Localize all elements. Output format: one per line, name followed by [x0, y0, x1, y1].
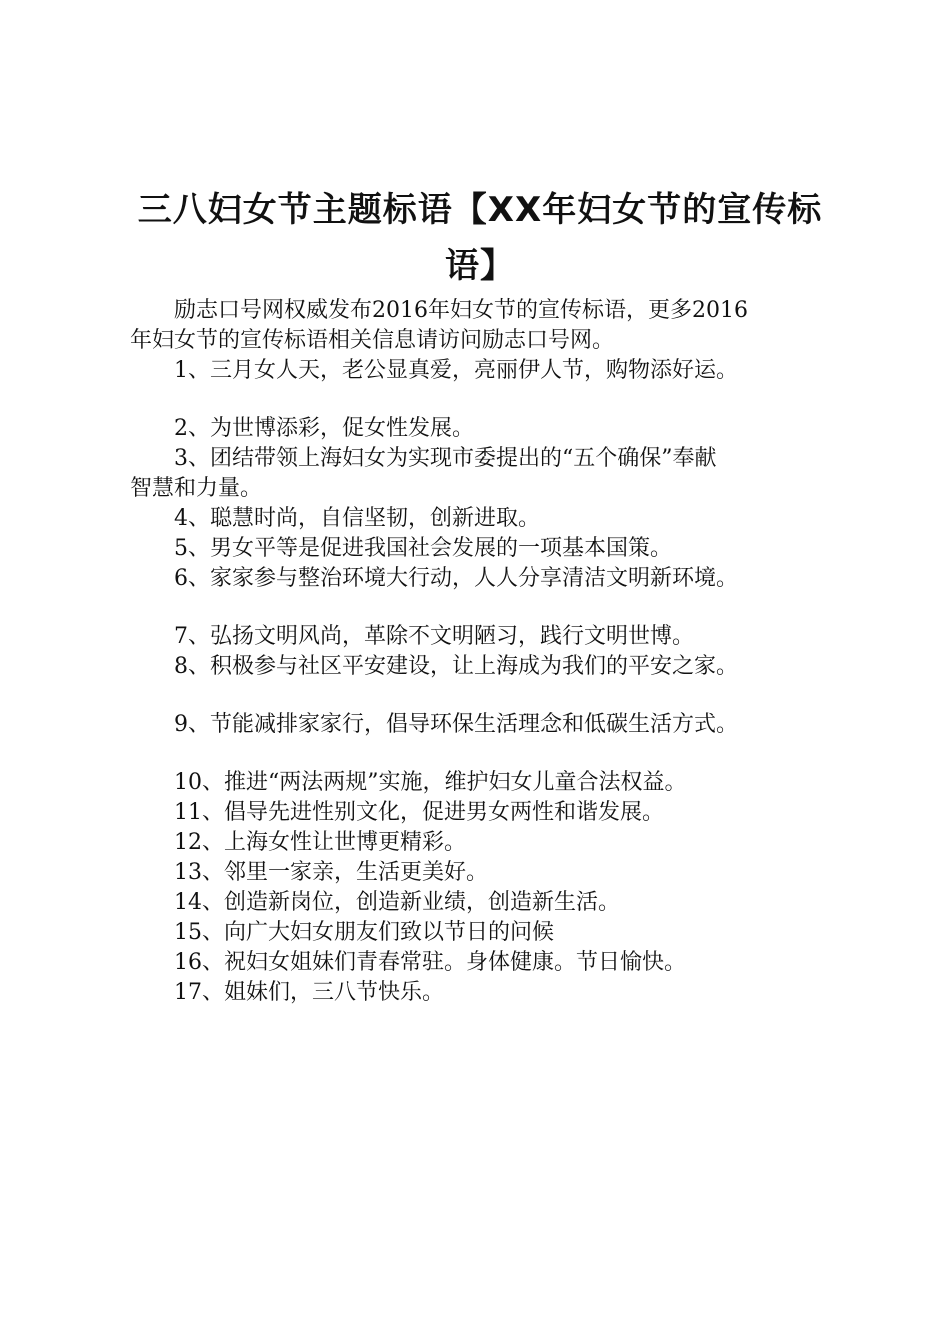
intro-line-1: 励志口号网权威发布2016年妇女节的宣传标语，更多2016 [174, 298, 748, 323]
title-line-1: 三八妇女节主题标语【XX年妇女节的宣传标 [137, 190, 823, 230]
slogan-12: 12、上海女性让世博更精彩。 [174, 830, 466, 855]
document-body [130, 296, 830, 1008]
slogan-14: 14、创造新岗位，创造新业绩，创造新生活。 [174, 890, 620, 915]
intro-line-2: 年妇女节的宣传标语相关信息请访问励志口号网。 [130, 328, 615, 353]
slogan-6: 6、家家参与整治环境大行动，人人分享清洁文明新环境。 [174, 566, 738, 591]
slogan-3-continued: 智慧和力量。 [130, 476, 263, 501]
slogan-8: 8、积极参与社区平安建设，让上海成为我们的平安之家。 [174, 654, 738, 679]
slogan-9: 9、节能减排家家行，倡导环保生活理念和低碳生活方式。 [174, 712, 738, 737]
slogan-7: 7、弘扬文明风尚，革除不文明陋习，践行文明世博。 [174, 624, 694, 649]
slogan-17: 17、姐妹们，三八节快乐。 [174, 980, 444, 1005]
slogan-11: 11、倡导先进性别文化，促进男女两性和谐发展。 [174, 800, 664, 825]
slogan-16: 16、祝妇女姐妹们青春常驻。身体健康。节日愉快。 [174, 950, 686, 975]
slogan-10: 10、推进“两法两规”实施，维护妇女儿童合法权益。 [174, 770, 687, 795]
slogan-13: 13、邻里一家亲，生活更美好。 [174, 860, 488, 885]
title-line-2: 语】 [445, 246, 515, 286]
slogan-1: 1、三月女人天，老公显真爱，亮丽伊人节，购物添好运。 [174, 358, 738, 383]
slogan-3: 3、团结带领上海妇女为实现市委提出的“五个确保”奉献 [174, 446, 717, 471]
slogan-15: 15、向广大妇女朋友们致以节日的问候 [174, 920, 554, 945]
slogan-4: 4、聪慧时尚，自信坚韧，创新进取。 [174, 506, 540, 531]
slogan-5: 5、男女平等是促进我国社会发展的一项基本国策。 [174, 536, 672, 561]
document-title [130, 182, 830, 294]
slogan-2: 2、为世博添彩，促女性发展。 [174, 416, 474, 441]
